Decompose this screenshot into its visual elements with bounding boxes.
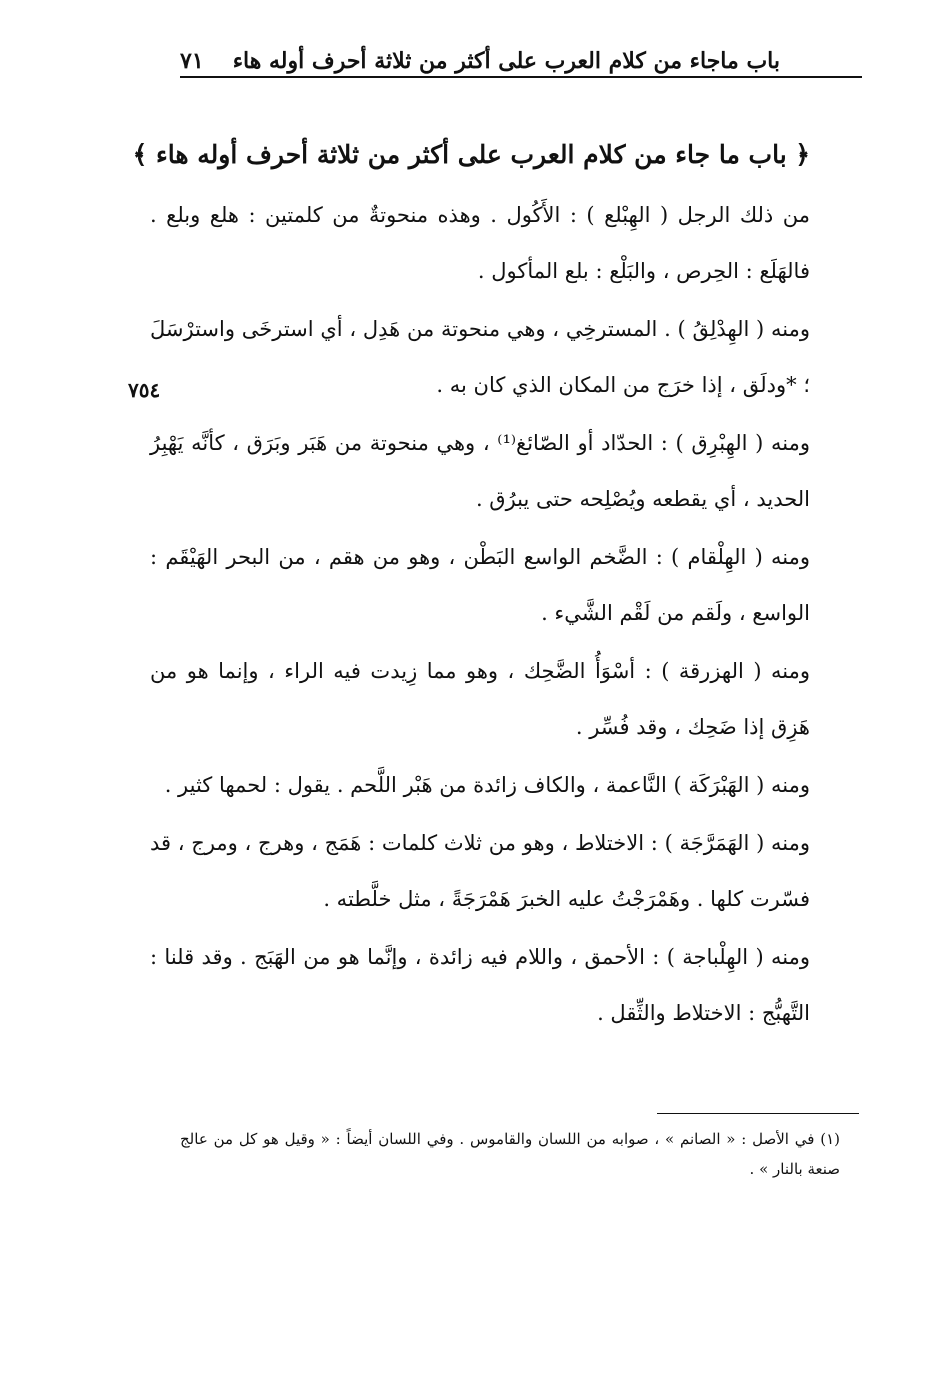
header-rule bbox=[180, 76, 862, 78]
margin-page-number: ٧٥٤ bbox=[128, 378, 161, 402]
paragraph-hamarraja: ومنه ( الهَمَرَّجَة ) : الاختلاط ، وهو من ثلاث كلمات : هَمَج ، وهرج ، ومرج ، قد فسّرت كلها . وهَمْرَجْتُ عليه الخبرَ هَمْرَجَةً ، مثل خلَّطته . bbox=[150, 831, 810, 911]
paragraph-hidliq: ومنه ( الهِدْلِقُ ) . المسترخِي ، وهي منحوتة من هَدِل ، أي استرخَى واسترْسَلَ ؛ *ودلَق ، إذا خرَج من المكان الذي كان به . bbox=[150, 317, 810, 397]
paragraph-hiblaa: من ذلك الرجل ( الهِبْلع ) : الأَكُول . وهذه منحوتةٌ من كلمتين : هلع وبلع . فالهَلَع : الحِرص ، والبَلْع : بلع المأكول . bbox=[150, 203, 810, 283]
footnote: (١) في الأصل : « الصانم » ، صوابه من اللسان والقاموس . وفي اللسان أيضاً : « وقيل هو كل من عالج صنعة بالنار » . bbox=[180, 1130, 840, 1178]
footnote-rule bbox=[657, 1113, 859, 1114]
paragraph-habraka: ومنه ( الهَبْرَكَة ) النَّاعمة ، والكاف زائدة من هَبْر اللَّحم . يقول : لحمها كثير . bbox=[164, 773, 810, 797]
running-header bbox=[180, 30, 780, 74]
paragraph-hilqam: ومنه ( الهِلْقام ) : الضَّخم الواسع البَطْن ، وهو من هقم ، من البحر الهَيْقَم : الواسع ، ولَقم من لَقْم الشَّيء . bbox=[150, 545, 810, 625]
paragraph-hilbaja: ومنه ( الهِلْباجة ) : الأحمق ، واللام فيه زائدة ، وإنَّما هو من الهَبَج . وقد قلنا : التَّهبُّج : الاختلاط والثِّقل . bbox=[150, 945, 810, 1025]
paragraph-hazraqa: ومنه ( الهزرقة ) : أسْوَأُ الضَّحِك ، وهو مما زِيدت فيه الراء ، وإنما هو من هَزِق إذا ضَحِك ، وقد فُسِّر . bbox=[150, 659, 810, 739]
chapter-heading: ﴿ باب ما جاء من كلام العرب على أكثر من ثلاثة أحرف أوله هاء ﴾ bbox=[132, 140, 810, 169]
page-number: ٧١ bbox=[180, 48, 204, 74]
paragraph-hibriq: ومنه ( الهِبْرِق ) : الحدّاد أو الصّائغ⁽¹⁾ ، وهي منحوتة من هَبَر وبَرَق ، كأنَّه يَهْبِرُ الحديد ، أي يقطعه ويُصْلِحه حتى يبرُق . bbox=[150, 431, 810, 511]
running-title: باب ماجاء من كلام العرب على أكثر من ثلاثة أحرف أوله هاء bbox=[232, 48, 780, 74]
